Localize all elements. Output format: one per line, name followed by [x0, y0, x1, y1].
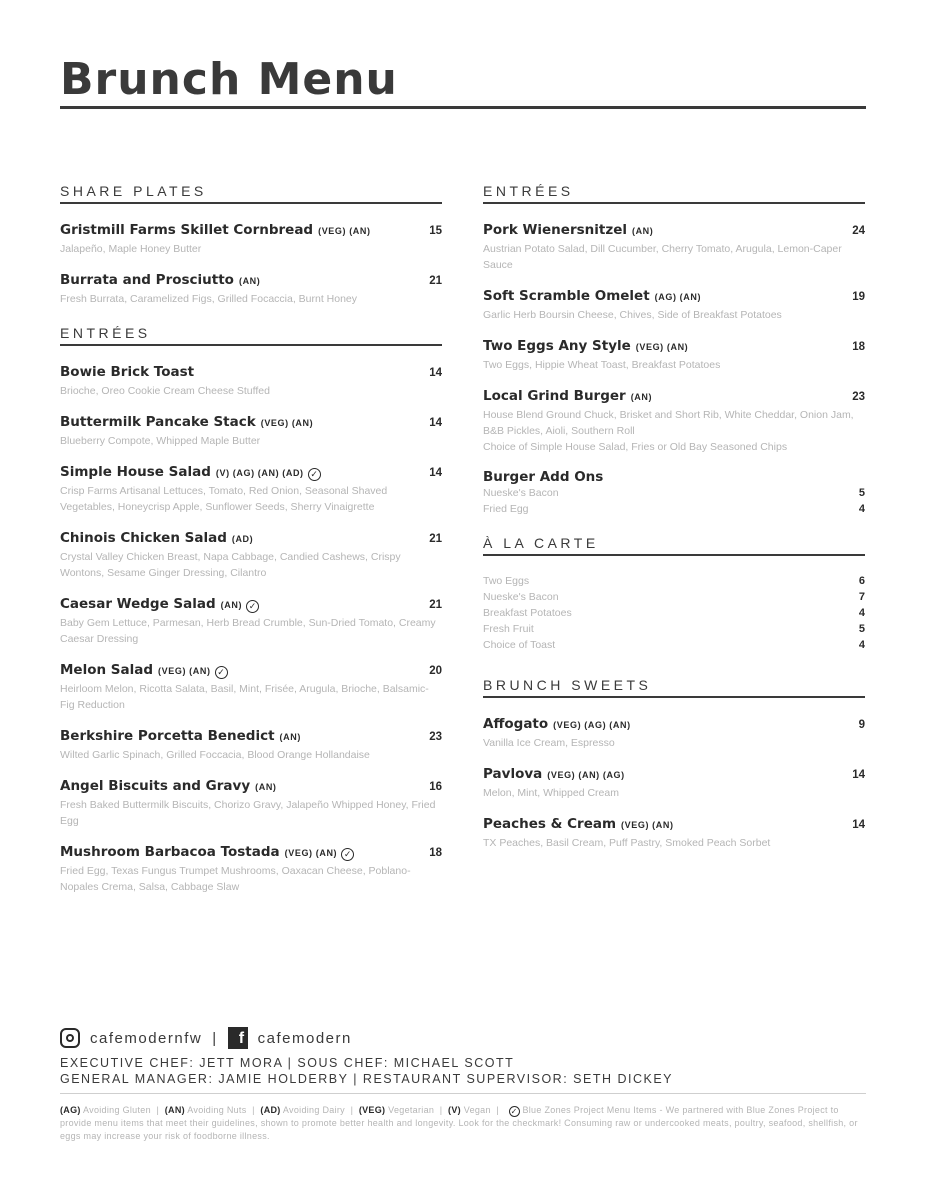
section-title: BRUNCH SWEETS	[483, 677, 865, 698]
menu-item	[60, 595, 442, 647]
menu-item	[483, 715, 865, 751]
entrees-section-left	[60, 325, 442, 895]
item-name: Local Grind Burger	[483, 388, 626, 404]
staff-line-1: EXECUTIVE CHEF: JETT MORA | SOUS CHEF: MICHAEL SCOTT	[60, 1056, 515, 1070]
carte-row	[483, 637, 865, 653]
addon-name: Nueske's Bacon	[483, 487, 559, 499]
item-tags: (VEG) (AN)	[284, 848, 338, 858]
item-tags: (AN)	[631, 226, 654, 236]
carte-price: 6	[858, 575, 865, 587]
menu-item	[60, 463, 442, 515]
facebook-icon: f	[228, 1027, 248, 1049]
carte-name: Choice of Toast	[483, 639, 556, 651]
instagram-icon	[60, 1028, 80, 1048]
menu-item	[60, 221, 442, 257]
carte-price: 5	[858, 623, 865, 635]
item-description: Crisp Farms Artisanal Lettuces, Tomato, Red Onion, Seasonal Shaved Vegetables, Honeycrisp Apple, Sunflower Seeds, Sherry Vinaigrette	[60, 485, 388, 513]
menu-item	[483, 387, 865, 455]
section-title: SHARE PLATES	[60, 183, 442, 204]
carte-price: 4	[858, 607, 865, 619]
legend-code: (AN)	[164, 1105, 185, 1115]
item-description: Fried Egg, Texas Fungus Trumpet Mushrooms, Oaxacan Cheese, Poblano-Nopales Crema, Salsa, Cabbage Slaw	[60, 865, 411, 893]
item-name: Melon Salad	[60, 662, 154, 678]
item-price: 14	[852, 769, 865, 781]
item-name: Peaches & Cream	[483, 816, 617, 832]
item-description: Austrian Potato Salad, Dill Cucumber, Cherry Tomato, Arugula, Lemon-Caper Sauce	[483, 243, 842, 271]
addon-row	[483, 485, 865, 501]
item-name: Soft Scramble Omelet	[483, 288, 650, 304]
blue-zones-check-icon: ✓	[341, 848, 354, 861]
item-tags: (AN)	[238, 276, 261, 286]
item-tags: (AN)	[630, 392, 653, 402]
carte-row	[483, 605, 865, 621]
legend-note: We partnered with Blue Zones Project to provide menu items that meet their guidelines, shown to promote better health and longevity. Look for the checkmark! Consuming raw or undercooked meats, poultry, seafood, shellfish, or eggs may increase your risk of foodborne illness.	[60, 1105, 858, 1141]
item-tags: (VEG) (AN)	[318, 226, 371, 236]
burger-addons	[483, 469, 865, 517]
item-price: 14	[429, 367, 442, 379]
section-title: À LA CARTE	[483, 535, 865, 556]
carte-row	[483, 573, 865, 589]
menu-item	[483, 337, 865, 373]
menu-item	[60, 363, 442, 399]
item-description: Heirloom Melon, Ricotta Salata, Basil, Mint, Frisée, Arugula, Brioche, Balsamic-Fig Reduction	[60, 683, 429, 711]
addon-price: 5	[858, 487, 865, 499]
carte-price: 4	[858, 639, 865, 651]
item-tags: (VEG) (AN)	[635, 342, 689, 352]
item-description: Fresh Burrata, Caramelized Figs, Grilled Focaccia, Burnt Honey	[60, 293, 358, 305]
legend-text: Avoiding Dairy	[282, 1105, 345, 1115]
item-description: Fresh Baked Buttermilk Biscuits, Chorizo Gravy, Jalapeño Whipped Honey, Fried Egg	[60, 799, 436, 827]
item-tags: (AN)	[279, 732, 301, 742]
item-tags: (VEG) (AN) (AG)	[547, 770, 625, 780]
social-links	[60, 1027, 866, 1049]
item-price: 19	[852, 291, 865, 303]
blue-zones-check-icon: ✓	[308, 468, 321, 481]
item-price: 9	[858, 719, 865, 731]
legend-text: Avoiding Gluten	[83, 1105, 151, 1115]
dietary-legend: (AG) Avoiding Gluten | (AN) Avoiding Nuts | (AD) Avoiding Dairy | (VEG) Vegetarian | (V) Vegan | ✓ Blue Zones Project Menu Items - We partnered with Blue Zones Project to provide menu items that meet their guidelines, shown to promote better health and longevity. Look for the checkmark! Consuming raw or undercooked meats, poultry, seafood, shellfish, or eggs may increase your risk of foodborne illness.	[60, 1105, 858, 1141]
carte-name: Two Eggs	[483, 575, 530, 587]
item-tags: (V) (AG) (AN) (AD)	[215, 468, 304, 478]
item-price: 14	[429, 417, 442, 429]
item-name: Pork Wienersnitzel	[483, 222, 627, 238]
item-description: Baby Gem Lettuce, Parmesan, Herb Bread Crumble, Sun-Dried Tomato, Creamy Caesar Dressing	[60, 617, 436, 645]
title-divider	[60, 106, 866, 109]
legend-text: Vegan	[463, 1105, 491, 1115]
item-description: Brioche, Oreo Cookie Cream Cheese Stuffed	[60, 385, 270, 397]
item-tags: (AN)	[255, 782, 277, 792]
item-name: Gristmill Farms Skillet Cornbread	[60, 222, 314, 238]
item-description: Two Eggs, Hippie Wheat Toast, Breakfast Potatoes	[483, 359, 721, 371]
item-price: 18	[429, 847, 442, 859]
legend-text: Blue Zones Project Menu Items -	[522, 1105, 663, 1115]
left-column	[60, 183, 442, 913]
carte-name: Nueske's Bacon	[483, 591, 559, 603]
footer	[60, 1027, 866, 1143]
addon-name: Fried Egg	[483, 503, 529, 515]
separator: |	[212, 1029, 218, 1047]
carte-name: Fresh Fruit	[483, 623, 534, 635]
item-name: Angel Biscuits and Gravy	[60, 778, 251, 794]
legend-code: (VEG)	[358, 1105, 386, 1115]
page-title: Brunch Menu	[60, 54, 398, 105]
item-description: Wilted Garlic Spinach, Grilled Foccacia, Blood Orange Hollandaise	[60, 749, 370, 761]
staff-line-2: GENERAL MANAGER: JAMIE HOLDERBY | RESTAURANT SUPERVISOR: SETH DICKEY	[60, 1072, 673, 1086]
blue-zones-check-icon: ✓	[510, 1107, 518, 1116]
item-name: Caesar Wedge Salad	[60, 596, 216, 612]
item-tags: (AN)	[220, 600, 243, 610]
menu-item	[483, 221, 865, 273]
menu-item	[60, 843, 442, 895]
item-tags: (VEG) (AN)	[621, 820, 674, 830]
item-price: 23	[852, 391, 865, 403]
facebook-handle[interactable]: cafemodern	[257, 1029, 352, 1047]
item-name: Bowie Brick Toast	[60, 364, 195, 380]
item-tags: (AD)	[231, 534, 254, 544]
item-description: Garlic Herb Boursin Cheese, Chives, Side of Breakfast Potatoes	[483, 309, 782, 321]
footer-divider	[60, 1093, 866, 1094]
item-price: 16	[429, 781, 442, 793]
legend-code: (AG)	[60, 1105, 81, 1115]
menu-item	[60, 727, 442, 763]
blue-zones-check-icon: ✓	[246, 600, 259, 613]
brunch-sweets-section	[483, 677, 865, 851]
legend-text: Vegetarian	[388, 1105, 435, 1115]
share-plates-section	[60, 183, 442, 307]
item-description: Vanilla Ice Cream, Espresso	[483, 737, 615, 749]
item-name: Mushroom Barbacoa Tostada	[60, 844, 280, 860]
addon-price: 4	[858, 503, 865, 515]
carte-name: Breakfast Potatoes	[483, 607, 572, 619]
addons-title: Burger Add Ons	[483, 469, 604, 485]
instagram-handle[interactable]: cafemodernfw	[90, 1029, 203, 1047]
item-tags: (VEG) (AG) (AN)	[553, 720, 631, 730]
section-title: ENTRÉES	[483, 183, 865, 204]
item-name: Buttermilk Pancake Stack	[60, 414, 256, 430]
menu-item	[60, 661, 442, 713]
legend-text: Avoiding Nuts	[187, 1105, 247, 1115]
item-name: Simple House Salad	[60, 464, 211, 480]
item-name: Berkshire Porcetta Benedict	[60, 728, 275, 744]
item-price: 24	[852, 225, 865, 237]
item-price: 21	[429, 275, 442, 287]
legend-code: (V)	[448, 1105, 461, 1115]
item-description: Blueberry Compote, Whipped Maple Butter	[60, 435, 261, 447]
item-tags: (VEG) (AN)	[158, 666, 211, 676]
right-column	[483, 183, 865, 869]
item-description: Jalapeño, Maple Honey Butter	[60, 243, 202, 255]
item-tags: (AG) (AN)	[654, 292, 702, 302]
item-description: Melon, Mint, Whipped Cream	[483, 787, 619, 799]
item-name: Affogato	[483, 716, 549, 732]
blue-zones-check-icon: ✓	[215, 666, 228, 679]
item-tags: (VEG) (AN)	[260, 418, 314, 428]
item-price: 15	[429, 225, 442, 237]
item-price: 21	[429, 599, 442, 611]
item-price: 23	[429, 731, 442, 743]
entrees-section-right	[483, 183, 865, 517]
item-price: 21	[429, 533, 442, 545]
item-name: Two Eggs Any Style	[483, 338, 631, 354]
menu-item	[60, 413, 442, 449]
item-name: Chinois Chicken Salad	[60, 530, 227, 546]
item-description: TX Peaches, Basil Cream, Puff Pastry, Smoked Peach Sorbet	[483, 837, 771, 849]
item-price: 14	[429, 467, 442, 479]
item-price: 20	[429, 665, 442, 677]
a-la-carte-section	[483, 535, 865, 653]
item-description: Crystal Valley Chicken Breast, Napa Cabbage, Candied Cashews, Crispy Wontons, Sesame Ginger Dressing, Cilantro	[60, 551, 401, 579]
carte-row	[483, 589, 865, 605]
item-description-sides: Choice of Simple House Salad, Fries or Old Bay Seasoned Chips	[483, 441, 788, 453]
section-title: ENTRÉES	[60, 325, 442, 346]
legend-code: (AD)	[260, 1105, 281, 1115]
menu-item	[483, 815, 865, 851]
menu-item	[483, 287, 865, 323]
item-name: Burrata and Prosciutto	[60, 272, 234, 288]
carte-row	[483, 621, 865, 637]
menu-item	[60, 529, 442, 581]
menu-item	[483, 765, 865, 801]
carte-price: 7	[858, 591, 865, 603]
menu-item	[60, 777, 442, 829]
item-price: 18	[852, 341, 865, 353]
menu-item	[60, 271, 442, 307]
addon-row	[483, 501, 865, 517]
item-price: 14	[852, 819, 865, 831]
item-description: House Blend Ground Chuck, Brisket and Short Rib, White Cheddar, Onion Jam, B&B Pickles, Aioli, Southern Roll	[483, 409, 854, 437]
item-name: Pavlova	[483, 766, 543, 782]
